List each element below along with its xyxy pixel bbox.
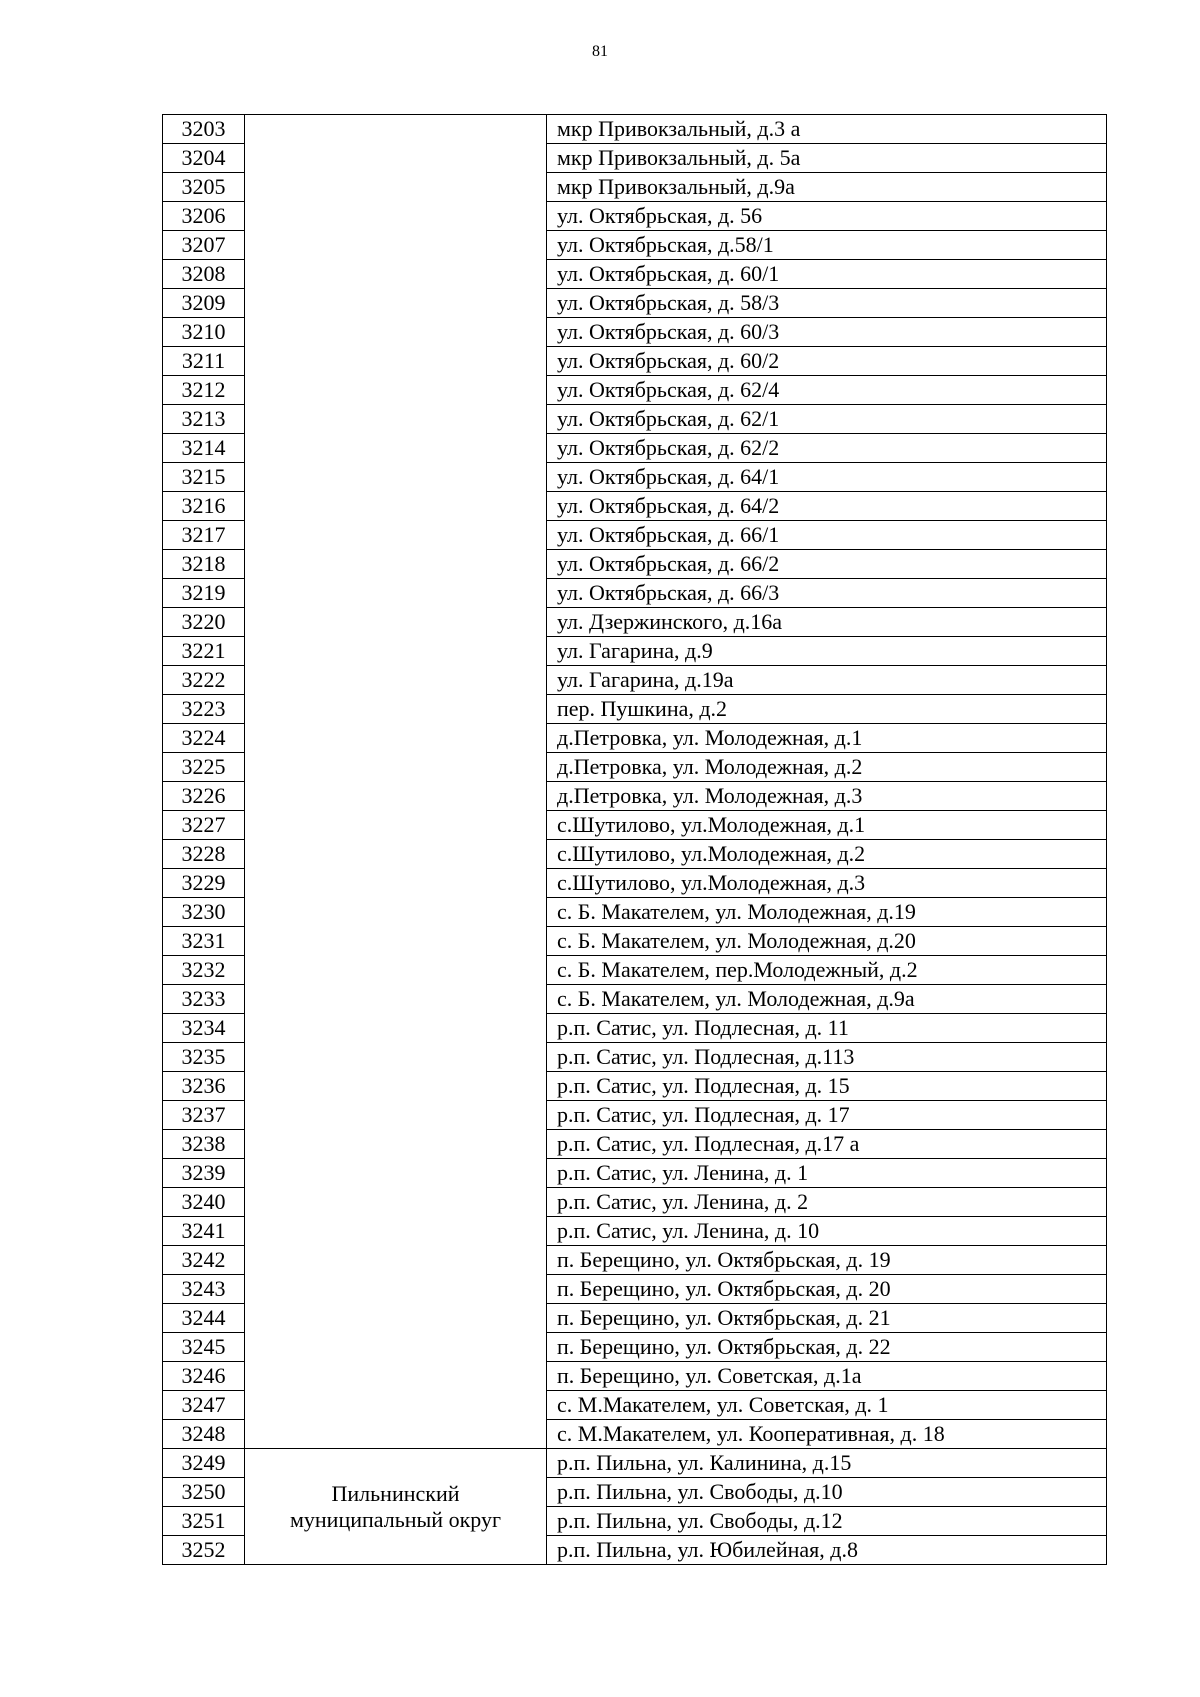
address-cell: ул. Октябрьская, д. 60/1 xyxy=(547,260,1107,289)
row-number: 3241 xyxy=(163,1217,245,1246)
address-cell: с. М.Макателем, ул. Советская, д. 1 xyxy=(547,1391,1107,1420)
address-cell: п. Берещино, ул. Октябрьская, д. 19 xyxy=(547,1246,1107,1275)
row-number: 3229 xyxy=(163,869,245,898)
address-cell: р.п. Сатис, ул. Подлесная, д. 15 xyxy=(547,1072,1107,1101)
address-cell: д.Петровка, ул. Молодежная, д.2 xyxy=(547,753,1107,782)
address-cell: ул. Октябрьская, д. 60/3 xyxy=(547,318,1107,347)
row-number: 3232 xyxy=(163,956,245,985)
address-cell: пер. Пушкина, д.2 xyxy=(547,695,1107,724)
address-cell: с. Б. Макателем, ул. Молодежная, д.20 xyxy=(547,927,1107,956)
page-number: 81 xyxy=(592,43,608,60)
address-table-body xyxy=(163,115,1107,1565)
row-number: 3220 xyxy=(163,608,245,637)
address-cell: мкр Привокзальный, д.3 а xyxy=(547,115,1107,144)
address-cell: р.п. Пильна, ул. Свободы, д.10 xyxy=(547,1478,1107,1507)
address-cell: р.п. Пильна, ул. Свободы, д.12 xyxy=(547,1507,1107,1536)
row-number: 3234 xyxy=(163,1014,245,1043)
address-cell: р.п. Сатис, ул. Ленина, д. 10 xyxy=(547,1217,1107,1246)
row-number: 3208 xyxy=(163,260,245,289)
row-number: 3206 xyxy=(163,202,245,231)
row-number: 3251 xyxy=(163,1507,245,1536)
row-number: 3240 xyxy=(163,1188,245,1217)
address-cell: п. Берещино, ул. Советская, д.1а xyxy=(547,1362,1107,1391)
address-cell: ул. Октябрьская, д.58/1 xyxy=(547,231,1107,260)
district-cell xyxy=(245,115,547,1449)
row-number: 3204 xyxy=(163,144,245,173)
address-cell: п. Берещино, ул. Октябрьская, д. 21 xyxy=(547,1304,1107,1333)
row-number: 3217 xyxy=(163,521,245,550)
row-number: 3238 xyxy=(163,1130,245,1159)
row-number: 3242 xyxy=(163,1246,245,1275)
row-number: 3228 xyxy=(163,840,245,869)
address-cell: р.п. Пильна, ул. Калинина, д.15 xyxy=(547,1449,1107,1478)
address-cell: с. Б. Макателем, пер.Молодежный, д.2 xyxy=(547,956,1107,985)
address-cell: р.п. Сатис, ул. Подлесная, д. 11 xyxy=(547,1014,1107,1043)
table-row xyxy=(163,1449,1107,1478)
row-number: 3209 xyxy=(163,289,245,318)
address-cell: р.п. Сатис, ул. Ленина, д. 2 xyxy=(547,1188,1107,1217)
row-number: 3224 xyxy=(163,724,245,753)
row-number: 3243 xyxy=(163,1275,245,1304)
address-cell: с. М.Макателем, ул. Кооперативная, д. 18 xyxy=(547,1420,1107,1449)
address-cell: с.Шутилово, ул.Молодежная, д.1 xyxy=(547,811,1107,840)
address-cell: р.п. Сатис, ул. Ленина, д. 1 xyxy=(547,1159,1107,1188)
address-cell: ул. Октябрьская, д. 56 xyxy=(547,202,1107,231)
address-cell: ул. Гагарина, д.19а xyxy=(547,666,1107,695)
address-cell: п. Берещино, ул. Октябрьская, д. 20 xyxy=(547,1275,1107,1304)
address-cell: ул. Октябрьская, д. 58/3 xyxy=(547,289,1107,318)
row-number: 3210 xyxy=(163,318,245,347)
row-number: 3218 xyxy=(163,550,245,579)
row-number: 3247 xyxy=(163,1391,245,1420)
row-number: 3226 xyxy=(163,782,245,811)
address-cell: с.Шутилово, ул.Молодежная, д.2 xyxy=(547,840,1107,869)
row-number: 3233 xyxy=(163,985,245,1014)
row-number: 3250 xyxy=(163,1478,245,1507)
address-cell: ул. Октябрьская, д. 66/3 xyxy=(547,579,1107,608)
row-number: 3248 xyxy=(163,1420,245,1449)
address-cell: ул. Октябрьская, д. 66/2 xyxy=(547,550,1107,579)
row-number: 3207 xyxy=(163,231,245,260)
address-cell: ул. Октябрьская, д. 62/1 xyxy=(547,405,1107,434)
address-cell: д.Петровка, ул. Молодежная, д.3 xyxy=(547,782,1107,811)
row-number: 3215 xyxy=(163,463,245,492)
address-cell: ул. Октябрьская, д. 62/4 xyxy=(547,376,1107,405)
row-number: 3230 xyxy=(163,898,245,927)
row-number: 3236 xyxy=(163,1072,245,1101)
address-cell: р.п. Сатис, ул. Подлесная, д.113 xyxy=(547,1043,1107,1072)
address-cell: ул. Октябрьская, д. 60/2 xyxy=(547,347,1107,376)
district-cell: Пильнинский муниципальный округ xyxy=(245,1449,547,1565)
row-number: 3244 xyxy=(163,1304,245,1333)
address-cell: с. Б. Макателем, ул. Молодежная, д.9а xyxy=(547,985,1107,1014)
row-number: 3219 xyxy=(163,579,245,608)
row-number: 3223 xyxy=(163,695,245,724)
row-number: 3249 xyxy=(163,1449,245,1478)
row-number: 3246 xyxy=(163,1362,245,1391)
address-cell: ул. Октябрьская, д. 64/2 xyxy=(547,492,1107,521)
row-number: 3205 xyxy=(163,173,245,202)
address-cell: ул. Дзержинского, д.16а xyxy=(547,608,1107,637)
address-cell: р.п. Сатис, ул. Подлесная, д. 17 xyxy=(547,1101,1107,1130)
row-number: 3237 xyxy=(163,1101,245,1130)
row-number: 3235 xyxy=(163,1043,245,1072)
row-number: 3212 xyxy=(163,376,245,405)
row-number: 3216 xyxy=(163,492,245,521)
row-number: 3252 xyxy=(163,1536,245,1565)
row-number: 3225 xyxy=(163,753,245,782)
row-number: 3245 xyxy=(163,1333,245,1362)
address-cell: ул. Октябрьская, д. 62/2 xyxy=(547,434,1107,463)
row-number: 3239 xyxy=(163,1159,245,1188)
address-cell: р.п. Сатис, ул. Подлесная, д.17 а xyxy=(547,1130,1107,1159)
address-cell: ул. Октябрьская, д. 64/1 xyxy=(547,463,1107,492)
table-row xyxy=(163,115,1107,144)
address-cell: мкр Привокзальный, д.9а xyxy=(547,173,1107,202)
address-cell: мкр Привокзальный, д. 5а xyxy=(547,144,1107,173)
row-number: 3211 xyxy=(163,347,245,376)
row-number: 3231 xyxy=(163,927,245,956)
address-cell: р.п. Пильна, ул. Юбилейная, д.8 xyxy=(547,1536,1107,1565)
address-cell: п. Берещино, ул. Октябрьская, д. 22 xyxy=(547,1333,1107,1362)
address-cell: ул. Гагарина, д.9 xyxy=(547,637,1107,666)
row-number: 3213 xyxy=(163,405,245,434)
address-cell: с.Шутилово, ул.Молодежная, д.3 xyxy=(547,869,1107,898)
address-table xyxy=(162,114,1107,1565)
row-number: 3203 xyxy=(163,115,245,144)
row-number: 3214 xyxy=(163,434,245,463)
row-number: 3221 xyxy=(163,637,245,666)
row-number: 3227 xyxy=(163,811,245,840)
address-cell: с. Б. Макателем, ул. Молодежная, д.19 xyxy=(547,898,1107,927)
address-cell: ул. Октябрьская, д. 66/1 xyxy=(547,521,1107,550)
address-cell: д.Петровка, ул. Молодежная, д.1 xyxy=(547,724,1107,753)
row-number: 3222 xyxy=(163,666,245,695)
